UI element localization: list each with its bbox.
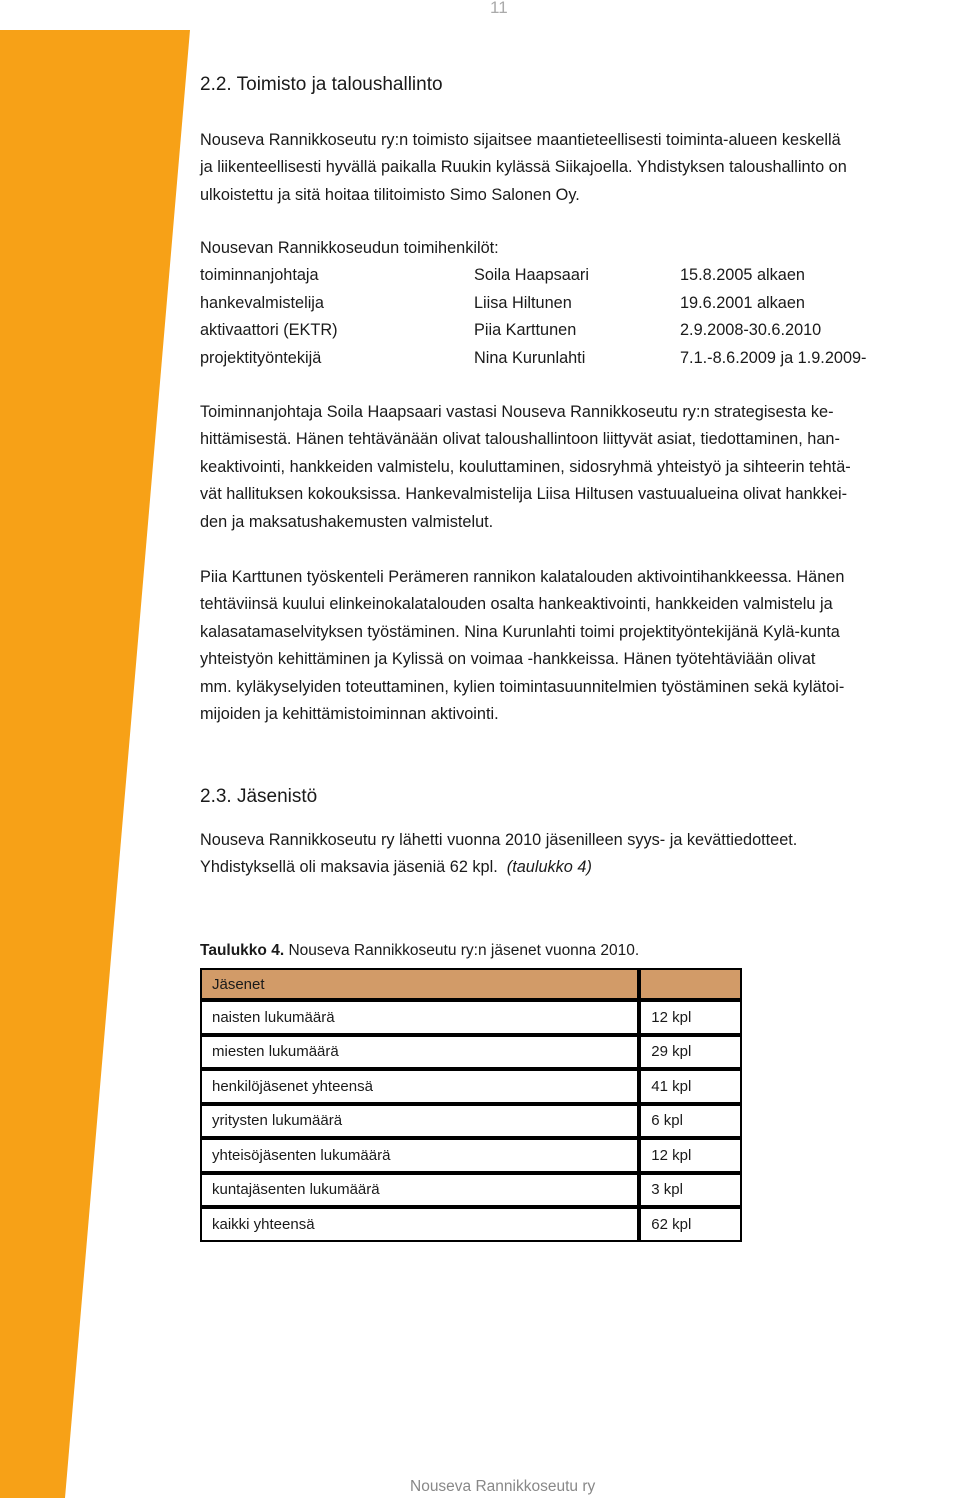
staff-period: 7.1.-8.6.2009 ja 1.9.2009-: [680, 348, 867, 367]
row-value: 12 kpl: [639, 1000, 742, 1035]
text-line: Nouseva Rannikkoseutu ry lähetti vuonna 2010 jäsenilleen syys- ja kevättiedotteet.: [200, 831, 798, 849]
staff-name: Liisa Hiltunen: [474, 293, 572, 312]
staff-role: aktivaattori (EKTR): [200, 321, 338, 340]
staff-name: Nina Kurunlahti: [474, 348, 586, 367]
text-line: tehtäviinsä kuului elinkeinokalatalouden osalta hankeaktivointi, hankkeiden valmistelu ja: [200, 595, 833, 614]
table-row: [200, 1104, 742, 1139]
staff-list: [200, 262, 952, 372]
staff-title: [200, 235, 952, 262]
row-label: henkilöjäsenet yhteensä: [200, 1069, 639, 1104]
table-header-cell: Jäsenet: [200, 968, 639, 1000]
staff-name: Soila Haapsaari: [474, 266, 589, 284]
text-line: [200, 854, 952, 881]
staff-row: [200, 290, 952, 318]
text-line: Toiminnanjohtaja Soila Haapsaari vastasi Nouseva Rannikkoseutu ry:n strategisesta ke-: [200, 403, 834, 421]
text-line: hittämisestä. Hänen tehtävänään olivat taloushallintoon liittyvät asiat, tiedottaminen, han-: [200, 430, 840, 449]
table-row: [200, 1035, 742, 1070]
section-2-2-heading: 2.2. Toimisto ja taloushallinto: [200, 74, 443, 95]
staff-period: 19.6.2001 alkaen: [680, 293, 805, 312]
text-line: kalasatamaselvityksen työstäminen. Nina Kurunlahti toimi projektityöntekijänä Kylä-kunta: [200, 622, 840, 641]
table-row: [200, 1069, 742, 1104]
text-line: keaktivointi, hankkeiden valmistelu, kouluttaminen, sidosryhmä yhteistyö ja sihteerin tehtä-: [200, 457, 851, 476]
row-value: 29 kpl: [639, 1035, 742, 1070]
row-value: 6 kpl: [639, 1104, 742, 1139]
staff-title-text: Nousevan Rannikkoseudun toimihenkilöt:: [200, 239, 499, 257]
text-line: mijoiden ja kehittämistoiminnan aktivointi.: [200, 705, 499, 724]
row-value: 3 kpl: [639, 1173, 742, 1208]
table-row: [200, 1173, 742, 1208]
table-header-empty-cell: [639, 968, 742, 1000]
staff-row: [200, 262, 952, 290]
row-label: kuntajäsenten lukumäärä: [200, 1173, 639, 1208]
text-line: Piia Karttunen työskenteli Perämeren rannikon kalatalouden aktivointihankkeessa. Hänen: [200, 568, 845, 586]
staff-role: toiminnanjohtaja: [200, 266, 319, 284]
table-caption-label: Taulukko 4.: [200, 942, 285, 959]
staff-row: [200, 317, 952, 345]
staff-role: hankevalmistelija: [200, 293, 324, 312]
row-value: 62 kpl: [639, 1207, 742, 1242]
paragraph-staff-duties: [200, 564, 952, 728]
table-row: [200, 1207, 742, 1242]
row-label: naisten lukumäärä: [200, 1000, 639, 1035]
row-label: miesten lukumäärä: [200, 1035, 639, 1070]
row-label: yritysten lukumäärä: [200, 1104, 639, 1139]
staff-name: Piia Karttunen: [474, 321, 577, 340]
text-line: yhteistyön kehittäminen ja Kylissä on voimaa -hankkeissa. Hänen työtehtäviään olivat: [200, 650, 816, 669]
staff-role: projektityöntekijä: [200, 348, 322, 367]
page-number: 11: [490, 0, 508, 17]
intro-paragraph: [200, 127, 952, 209]
table-row: [200, 1138, 742, 1173]
text-line: den ja maksatushakemusten valmistelut.: [200, 512, 494, 531]
staff-period: 15.8.2005 alkaen: [680, 266, 805, 284]
paragraph-director-duties: [200, 399, 952, 536]
orange-side-stripe: [0, 0, 200, 1498]
table-header-row: [200, 968, 742, 1000]
text-line: mm. kyläkyselyiden toteuttaminen, kylien toimintasuunnitelmien työstäminen sekä kylätoi-: [200, 677, 845, 696]
table-reference: (taulukko 4): [506, 858, 592, 877]
section-2-3-heading: 2.3. Jäsenistö: [200, 786, 318, 807]
text-line: vät hallituksen kokouksissa. Hankevalmistelija Liisa Hiltusen vastuualueina olivat hankkei-: [200, 485, 848, 504]
staff-period: 2.9.2008-30.6.2010: [680, 321, 822, 340]
row-value: 12 kpl: [639, 1138, 742, 1173]
membership-count-text: Yhdistyksellä oli maksavia jäseniä 62 kpl.: [200, 858, 498, 877]
members-table: [200, 968, 742, 1242]
staff-row: [200, 345, 952, 373]
membership-paragraph: [200, 827, 952, 882]
page-footer: Nouseva Rannikkoseutu ry: [410, 1478, 596, 1495]
table-caption-text: Nouseva Rannikkoseutu ry:n jäsenet vuonna 2010.: [288, 942, 640, 959]
row-label: yhteisöjäsenten lukumäärä: [200, 1138, 639, 1173]
row-label: kaikki yhteensä: [200, 1207, 639, 1242]
text-line: ulkoistettu ja sitä hoitaa tilitoimisto Simo Salonen Oy.: [200, 185, 580, 204]
row-value: 41 kpl: [639, 1069, 742, 1104]
text-line: Nouseva Rannikkoseutu ry:n toimisto sijaitsee maantieteellisesti toiminta-alueen keskellä: [200, 131, 841, 149]
text-line: ja liikenteellisesti hyvällä paikalla Ruukin kylässä Siikajoella. Yhdistyksen taloushallinto on: [200, 158, 847, 177]
table-row: [200, 1000, 742, 1035]
table-caption: [200, 942, 639, 960]
